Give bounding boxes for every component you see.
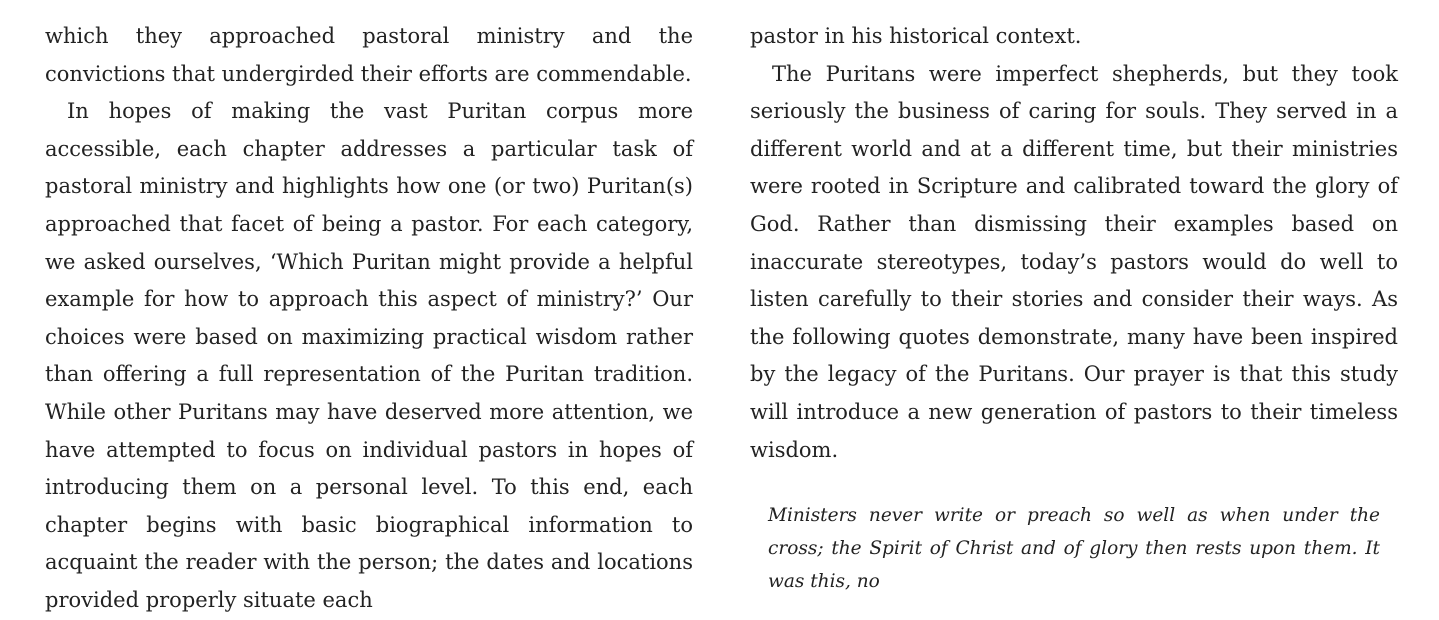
left-text-column <box>45 18 693 620</box>
right-paragraph-puritans: The Puritans were imperfect shepherds, but they took seriously the business of caring for souls. They served in a different world and at a different time, but their ministries were rooted in Scripture and calibrated toward the glory of God. Rather than dismissing their examples based on inaccurate stereotypes, today’s pastors would do well to listen carefully to their stories and consider their ways. As the following quotes demonstrate, many have been inspired by the legacy of the Puritans. Our prayer is that this study will introduce a new generation of pastors to their timeless wisdom. <box>750 61 1398 462</box>
left-paragraph-chapter-approach: In hopes of making the vast Puritan corpus more accessible, each chapter addresses a particular task of pastoral ministry and highlights how one (or two) Puritan(s) approached that facet of being a pastor. For each category, we asked ourselves, ‘Which Puritan might provide a helpful example for how to approach this aspect of ministry?’ Our choices were based on maximizing practical wisdom rather than offering a full representation of the Puritan tradition. While other Puritans may have deserved more attention, we have attempted to focus on individual pastors in hopes of introducing them on a personal level. To this end, each chapter begins with basic biographical information to acquaint the reader with the person; the dates and locations provided properly situate each <box>45 99 693 612</box>
block-quote-text: Ministers never write or preach so well as when under the cross; the Spirit of Christ and of glory then rests upon them. It was this, no <box>768 505 1380 592</box>
right-text-column <box>750 18 1398 469</box>
left-paragraph-continued: which they approached pastoral ministry and the convictions that undergirded their efforts are commendable. <box>45 24 693 86</box>
right-paragraph-continued: pastor in his historical context. <box>750 24 1082 48</box>
block-quote <box>768 499 1380 598</box>
